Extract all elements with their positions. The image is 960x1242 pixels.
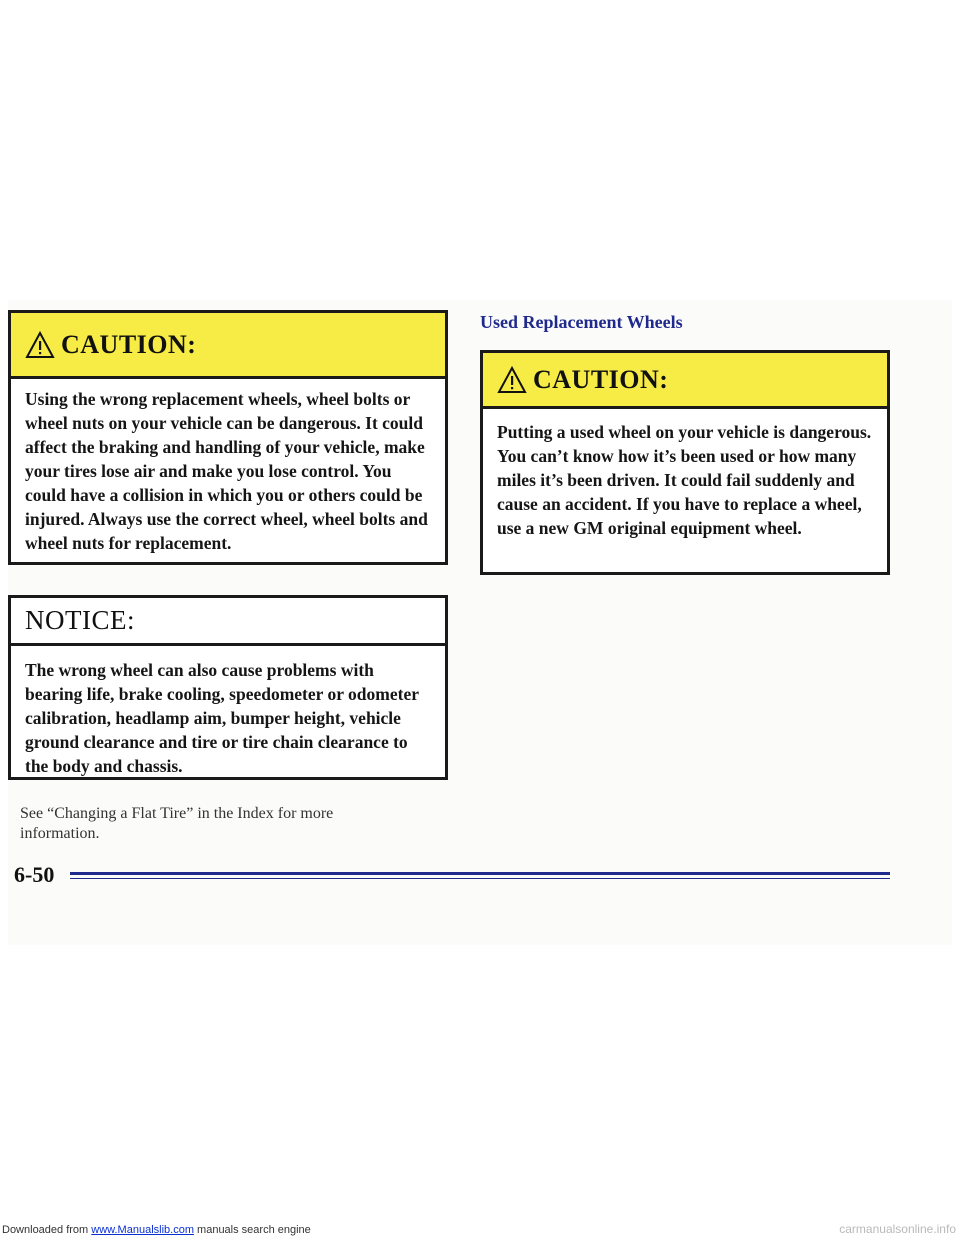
caution-box-wheels [8, 310, 448, 565]
page-number: 6-50 [14, 862, 55, 887]
download-prefix: Downloaded from [2, 1224, 92, 1236]
caution-header [483, 353, 887, 409]
footer-rule [70, 872, 890, 882]
caution-label: CAUTION: [533, 364, 669, 394]
caution-label: CAUTION: [61, 329, 197, 359]
caution-text: Putting a used wheel on your vehicle is dangerous. You can’t know how it’s been used or how many miles it’s been driven. It could fail suddenly and cause an accident. If you have to replace a wheel, use a new GM original equipment wheel. [497, 422, 872, 538]
notice-box [8, 595, 448, 780]
warning-triangle-icon [25, 331, 55, 359]
notice-text: The wrong wheel can also cause problems with bearing life, brake cooling, speedometer or odometer calibration, headlamp aim, bumper height, vehicle ground clearance and tire or tire chain clearance to the body and chassis. [25, 660, 419, 776]
download-suffix: manuals search engine [193, 1224, 311, 1236]
notice-header [11, 598, 445, 646]
watermark: carmanualsonline.info [839, 1222, 956, 1236]
notice-label: NOTICE: [25, 605, 135, 635]
section-heading: Used Replacement Wheels [480, 312, 683, 332]
warning-triangle-icon [497, 366, 527, 394]
download-credit [2, 1224, 311, 1236]
caution-box-used-wheels [480, 350, 890, 575]
caution-header [11, 313, 445, 379]
caution-text: Using the wrong replacement wheels, wheel bolts or wheel nuts on your vehicle can be dangerous. It could affect the braking and handling of your vehicle, make your tires lose air and make you lose control. You could have a collision in which you or others could be injured. Always use the correct wheel, wheel bolts and wheel nuts for replacement. [25, 389, 428, 553]
see-also-text: See “Changing a Flat Tire” in the Index for more information. [20, 805, 334, 842]
manualslib-link[interactable]: www.Manualslib.com [91, 1224, 194, 1236]
